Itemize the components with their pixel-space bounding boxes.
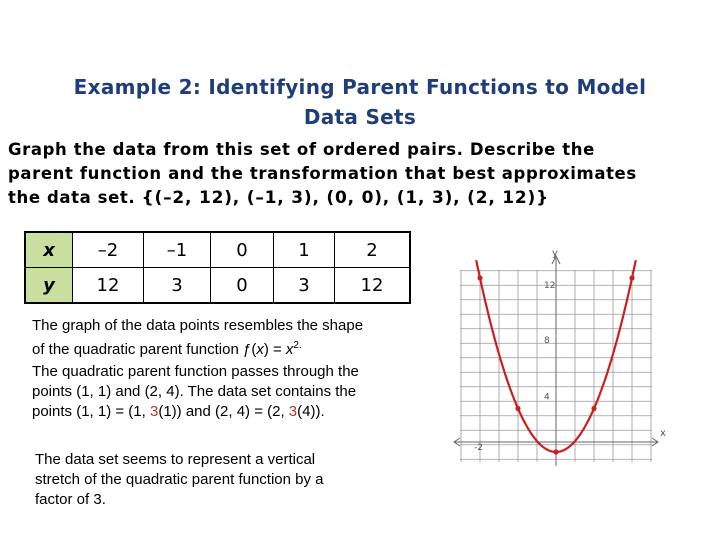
table-cell: 3 xyxy=(144,268,211,304)
explanation-line-4: points (1, 1) and (2, 4). The data set contains the xyxy=(32,383,357,400)
y-axis-label: y xyxy=(552,248,558,259)
explanation-line-3: The quadratic parent function passes through the xyxy=(32,363,359,380)
axes xyxy=(454,256,658,466)
table-cell: 12 xyxy=(73,268,144,304)
parabola-graph xyxy=(450,240,680,470)
explanation-line-2: of the quadratic parent function ƒ(x) = $x^{2.}$ xyxy=(32,340,302,358)
data-table xyxy=(24,231,411,304)
table-cell: 12 xyxy=(335,268,411,304)
title-line-2: Data Sets xyxy=(303,105,417,129)
table-cell: 0 xyxy=(211,268,274,304)
data-point xyxy=(591,406,596,411)
table-cell: 2 xyxy=(335,232,411,268)
x-tick-label: -2 xyxy=(474,443,483,453)
table-cell: –2 xyxy=(73,232,144,268)
table-cell: 3 xyxy=(274,268,335,304)
table-header-x: x xyxy=(25,232,73,268)
table-cell: 1 xyxy=(274,232,335,268)
conclusion-line-3: factor of 3. xyxy=(35,491,106,508)
intro-line-3-prefix: the data set. xyxy=(8,188,142,207)
table-row-x xyxy=(25,232,410,268)
x-axis-label: x xyxy=(660,428,666,439)
table-cell: –1 xyxy=(144,232,211,268)
data-point xyxy=(477,275,482,280)
y-tick-label: 4 xyxy=(544,392,550,403)
explanation-line-1: The graph of the data points resembles the shape xyxy=(32,317,364,334)
ordered-pairs: {(–2, 12), (–1, 3), (0, 0), (1, 3), (2, 12)} xyxy=(141,188,550,208)
problem-statement xyxy=(8,138,718,210)
conclusion-text xyxy=(35,450,405,510)
explanation-text xyxy=(32,316,442,422)
tick-labels xyxy=(474,248,666,453)
conclusion-line-2: stretch of the quadratic parent function by a xyxy=(35,471,324,488)
intro-line-3 xyxy=(8,186,718,210)
y-tick-label: 8 xyxy=(544,335,550,346)
table-row-y xyxy=(25,268,410,304)
page-title xyxy=(20,72,700,132)
data-point xyxy=(629,275,634,280)
data-point xyxy=(553,449,558,454)
title-line-1: Example 2: Identifying Parent Functions to Model xyxy=(73,75,647,99)
intro-line-2: parent function and the transformation that best approximates xyxy=(8,164,637,183)
conclusion-line-1: The data set seems to represent a vertical xyxy=(35,451,316,468)
data-point xyxy=(515,406,520,411)
y-tick-label: 12 xyxy=(544,280,556,291)
table-cell: 0 xyxy=(211,232,274,268)
table-header-y: y xyxy=(25,268,73,304)
intro-line-1: Graph the data from this set of ordered pairs. Describe the xyxy=(8,140,595,159)
explanation-line-5: points (1, 1) = (1, 3(1)) and (2, 4) = (2, 3(4)). xyxy=(32,403,325,420)
